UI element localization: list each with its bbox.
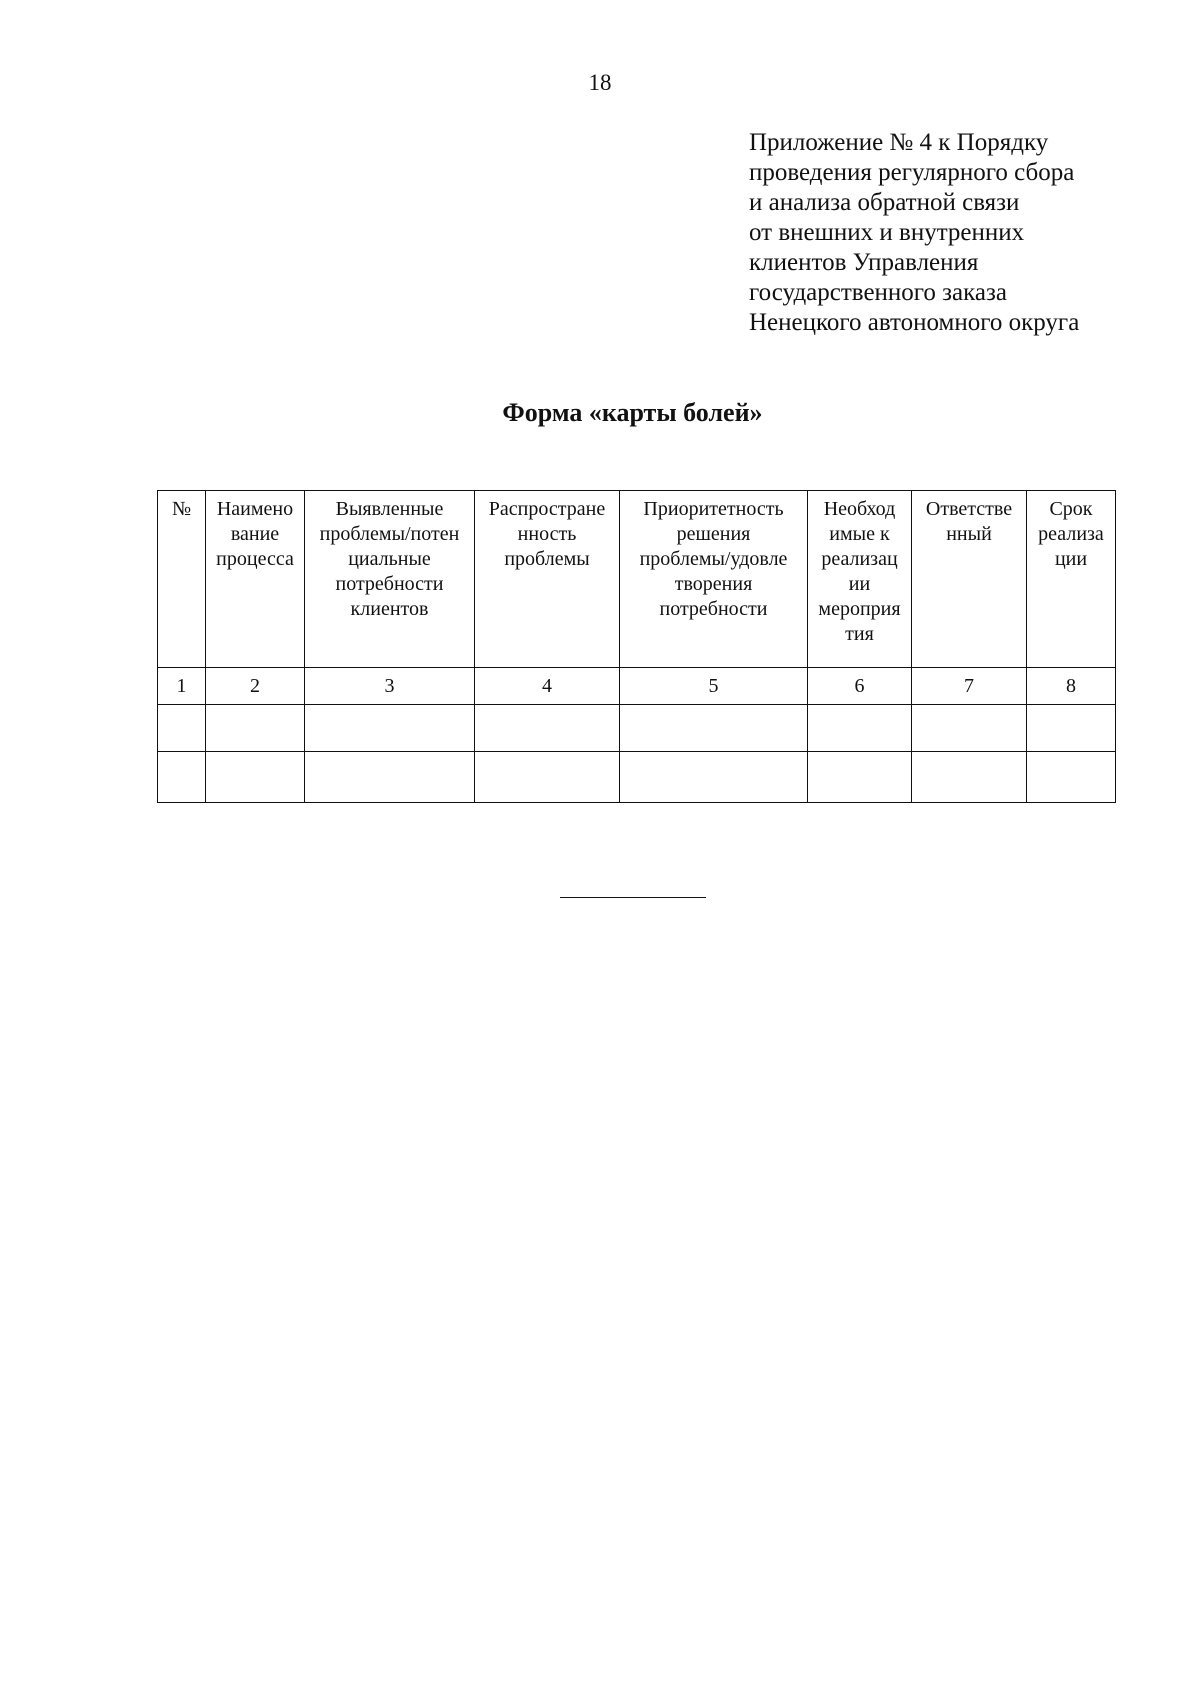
empty-cell xyxy=(206,752,305,803)
appendix-line: Приложение № 4 к Порядку xyxy=(749,129,1049,156)
header-line: клиентов xyxy=(350,598,429,620)
column-number-cell: 3 xyxy=(305,668,475,705)
header-line: имые к xyxy=(829,523,890,545)
header-line: вание xyxy=(230,523,280,545)
empty-cell xyxy=(620,705,808,752)
header-line: реализац xyxy=(821,548,898,570)
table-header-row xyxy=(158,491,1116,668)
appendix-reference xyxy=(749,128,1169,338)
column-number-cell: 5 xyxy=(620,668,808,705)
header-line: решения xyxy=(676,523,751,545)
header-line: Наимено xyxy=(216,498,294,520)
empty-cell xyxy=(620,752,808,803)
empty-cell xyxy=(1027,705,1116,752)
column-number-cell: 1 xyxy=(158,668,206,705)
empty-cell xyxy=(912,752,1027,803)
header-line: Выявленные xyxy=(335,498,444,520)
header-line: потребности xyxy=(659,598,768,620)
appendix-line: от внешних и внутренних xyxy=(749,219,1025,246)
header-cell-identified-problems xyxy=(305,491,475,668)
column-number-cell: 7 xyxy=(912,668,1027,705)
header-line: № xyxy=(171,498,192,520)
appendix-line: клиентов Управления xyxy=(749,249,979,276)
header-line: нный xyxy=(946,523,992,545)
empty-cell xyxy=(808,705,912,752)
header-line: творения xyxy=(674,573,753,595)
empty-cell xyxy=(158,752,206,803)
header-line: Необход xyxy=(823,498,896,520)
header-line: ии xyxy=(848,573,871,595)
appendix-line: Ненецкого автономного округа xyxy=(749,309,1080,336)
header-line: Ответстве xyxy=(925,498,1013,520)
empty-cell xyxy=(206,705,305,752)
table-row xyxy=(158,705,1116,752)
empty-cell xyxy=(475,705,620,752)
header-line: потребности xyxy=(335,573,444,595)
form-title: Форма «карты болей» xyxy=(502,398,763,427)
appendix-line: государственного заказа xyxy=(749,279,1007,306)
table-row xyxy=(158,752,1116,803)
appendix-line: и анализа обратной связи xyxy=(749,189,1020,216)
header-line: проблемы/потен xyxy=(319,523,460,545)
empty-cell xyxy=(305,705,475,752)
column-number-cell: 4 xyxy=(475,668,620,705)
header-line: Распростране xyxy=(488,498,606,520)
header-line: Срок xyxy=(1049,498,1093,520)
header-cell-prevalence xyxy=(475,491,620,668)
empty-cell xyxy=(305,752,475,803)
column-number-cell: 8 xyxy=(1027,668,1116,705)
header-line: ции xyxy=(1054,548,1088,570)
appendix-line: проведения регулярного сбора xyxy=(749,159,1075,186)
empty-cell xyxy=(912,705,1027,752)
pain-map-table xyxy=(157,490,1116,803)
empty-cell xyxy=(158,705,206,752)
header-cell-required-measures xyxy=(808,491,912,668)
empty-cell xyxy=(475,752,620,803)
header-line: мероприя xyxy=(818,598,901,620)
header-line: Приоритетность xyxy=(643,498,784,520)
header-line: проблемы/удовле xyxy=(639,548,788,570)
header-line: циальные xyxy=(348,548,431,570)
header-line: тия xyxy=(845,623,874,645)
empty-cell xyxy=(808,752,912,803)
header-line: процесса xyxy=(216,548,294,570)
header-cell-responsible xyxy=(912,491,1027,668)
page-number: 18 xyxy=(588,70,612,95)
column-number-row xyxy=(158,668,1116,705)
end-of-document-rule xyxy=(560,897,706,898)
column-number-cell: 2 xyxy=(206,668,305,705)
header-line: проблемы xyxy=(504,548,590,570)
header-cell-priority xyxy=(620,491,808,668)
header-cell-number xyxy=(158,491,206,668)
column-number-cell: 6 xyxy=(808,668,912,705)
empty-cell xyxy=(1027,752,1116,803)
header-line: нность xyxy=(517,523,577,545)
header-cell-process-name xyxy=(206,491,305,668)
header-line: реализа xyxy=(1038,523,1104,545)
header-cell-deadline xyxy=(1027,491,1116,668)
